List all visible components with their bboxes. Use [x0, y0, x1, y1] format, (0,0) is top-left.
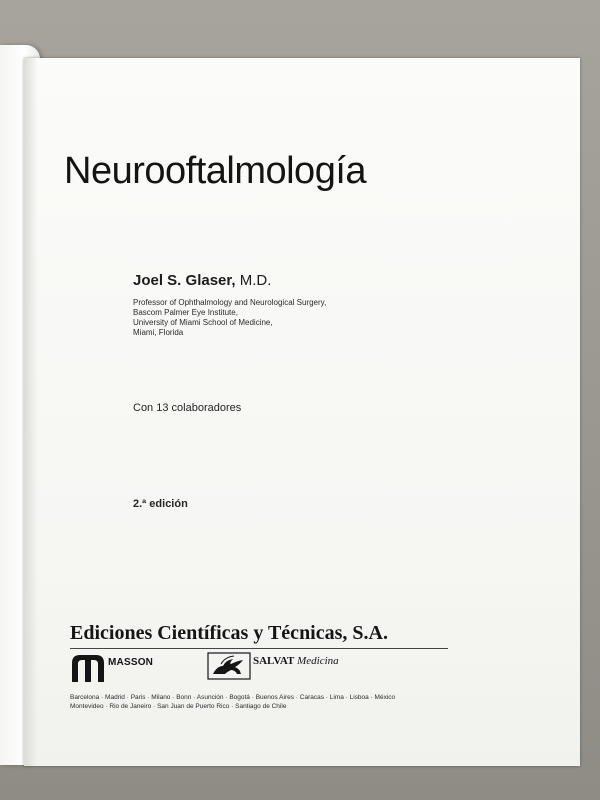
edition-label: 2.ª edición	[133, 498, 188, 510]
salvat-subtitle: Medicina	[297, 655, 339, 667]
affiliation-line: University of Miami School of Medicine,	[133, 318, 273, 327]
salvat-pegasus-icon	[207, 652, 251, 680]
masson-logo-icon	[70, 653, 106, 683]
author-affiliation	[133, 298, 326, 338]
masson-imprint: MASSON	[108, 657, 154, 668]
publisher-cities	[70, 693, 470, 711]
cities-line: Montevideo · Rio de Janeiro · San Juan de Puerto Rico · Santiago de Chile	[70, 703, 287, 710]
book-title: Neurooftalmología	[64, 150, 367, 192]
cities-line: Barcelona · Madrid · Paris · Milano · Bonn · Asunción · Bogotá · Buenos Aires · Caracas · Lima · Lisboa · México	[70, 694, 396, 701]
contributors-note: Con 13 colaboradores	[133, 402, 242, 414]
author-degree: M.D.	[239, 272, 272, 289]
salvat-brand: SALVAT	[253, 655, 295, 667]
page-gutter-shadow	[24, 58, 38, 766]
affiliation-line: Professor of Ophthalmology and Neurological Surgery,	[133, 298, 327, 307]
author-name: Joel S. Glaser,	[133, 272, 236, 289]
author-line	[133, 272, 271, 289]
publisher-divider	[70, 648, 448, 649]
salvat-imprint	[253, 655, 339, 667]
affiliation-line: Miami, Florida	[133, 328, 184, 337]
publisher-name: Ediciones Científicas y Técnicas, S.A.	[70, 622, 388, 644]
affiliation-line: Bascom Palmer Eye Institute,	[133, 308, 238, 317]
